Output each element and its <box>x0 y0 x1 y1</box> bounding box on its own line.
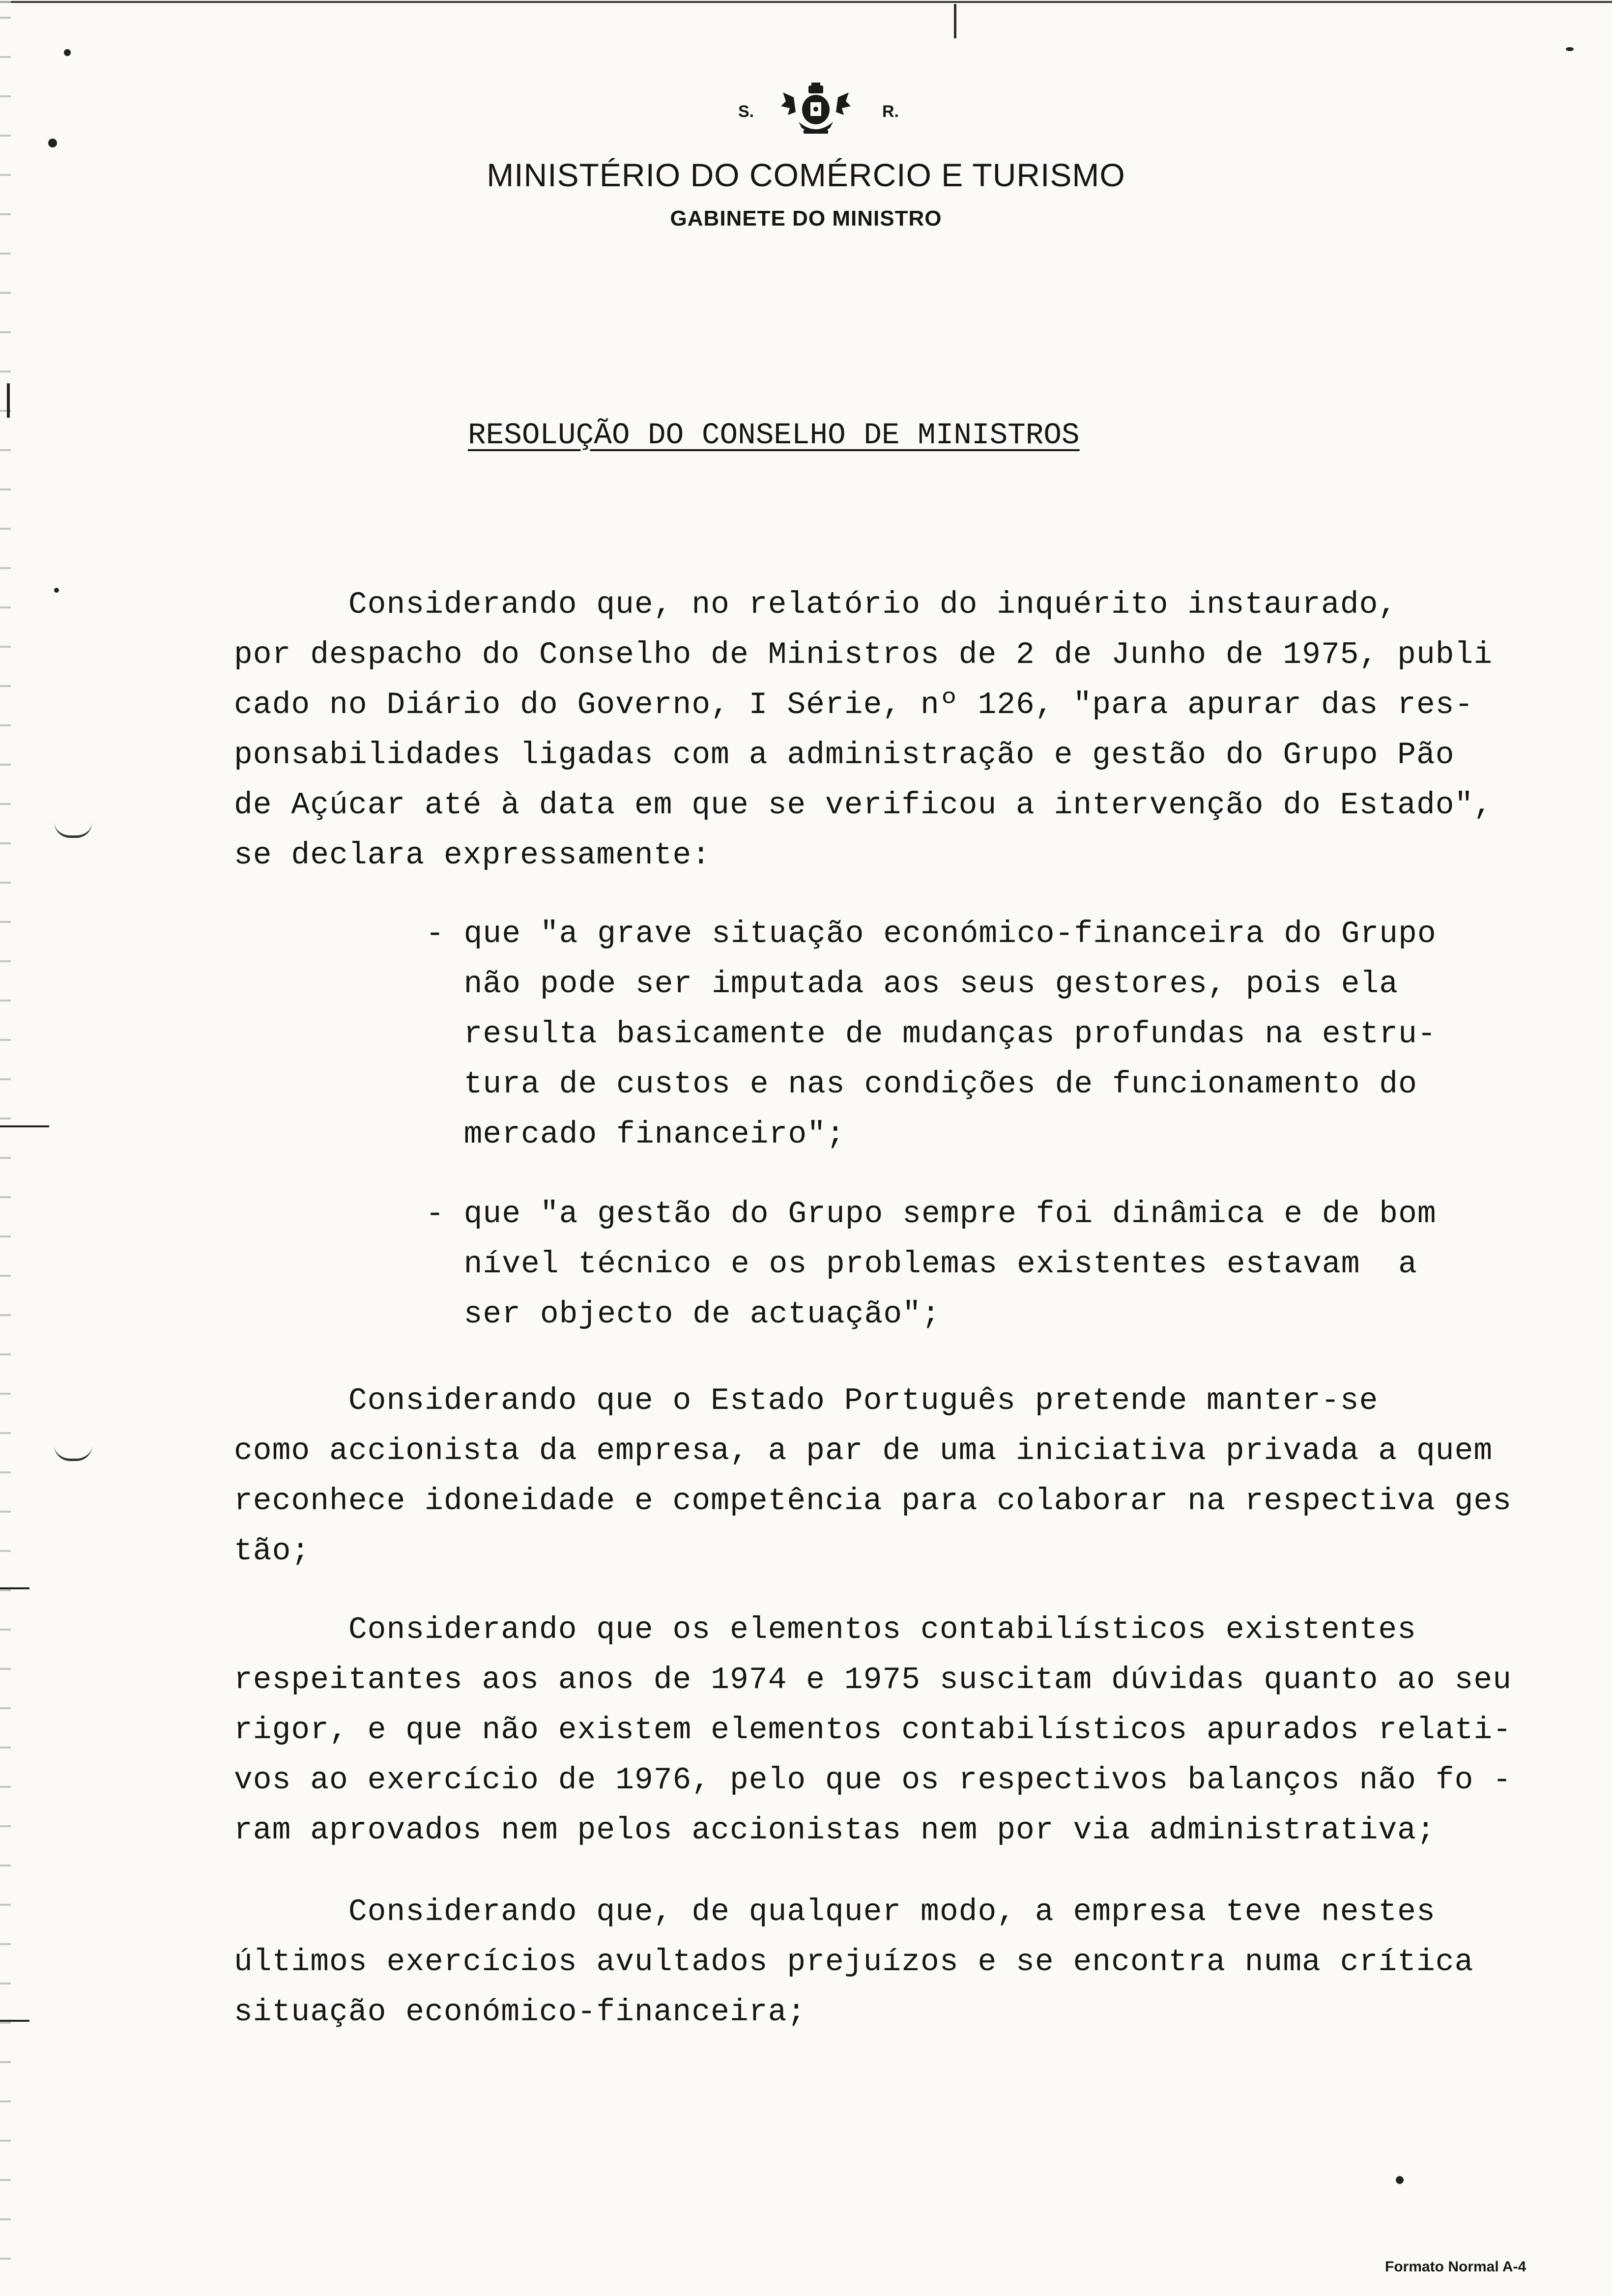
scan-speck <box>48 139 57 147</box>
scan-top-edge <box>0 1 1612 3</box>
text-line: últimos exercícios avultados prejuízos e se encontra numa crítica <box>234 1945 1474 1980</box>
text-line: tão; <box>234 1534 311 1569</box>
emblem-right-initial: R. <box>882 102 899 121</box>
text-line: - que "a grave situação económico-financeira do Grupo <box>426 917 1437 951</box>
margin-mark <box>0 1587 29 1589</box>
punch-hole-mark <box>54 1445 92 1461</box>
punch-hole-mark <box>54 822 92 838</box>
text-line: de Açúcar até à data em que se verificou a intervenção do Estado", <box>234 788 1493 823</box>
text-line: cado no Diário do Governo, I Série, nº 126, "para apurar das res- <box>234 688 1474 722</box>
text-line: - que "a gestão do Grupo sempre foi dinâmica e de bom <box>426 1197 1437 1232</box>
paragraph-considerando-2 <box>234 1376 1512 1577</box>
paragraph-considerando-3 <box>234 1605 1512 1856</box>
scan-left-edge <box>0 0 11 2296</box>
text-line: respeitantes aos anos de 1974 e 1975 suscitam dúvidas quanto ao seu <box>234 1663 1512 1697</box>
page-format-footer: Formato Normal A-4 <box>1385 2259 1526 2275</box>
text-line: tura de custos e nas condições de funcionamento do <box>426 1067 1417 1102</box>
text-line: ser objecto de actuação"; <box>426 1297 941 1332</box>
paragraph-considerando-4 <box>234 1887 1473 2038</box>
text-line: reconhece idoneidade e competência para colaborar na respectiva ges <box>234 1484 1512 1519</box>
text-line: ponsabilidades ligadas com a administração e gestão do Grupo Pão <box>234 738 1455 773</box>
scan-speck <box>1396 2176 1404 2184</box>
document-title: RESOLUÇÃO DO CONSELHO DE MINISTROS <box>468 419 1080 453</box>
scan-speck <box>64 49 71 56</box>
margin-mark <box>7 383 10 418</box>
text-line: situação económico-financeira; <box>234 1995 806 2030</box>
quote-item-1 <box>426 909 1437 1160</box>
scan-speck <box>1566 47 1574 51</box>
text-line: Considerando que os elementos contabilísticos existentes <box>234 1612 1416 1647</box>
letterhead-emblem <box>732 83 919 137</box>
coat-of-arms-icon <box>779 83 853 137</box>
text-line: Considerando que, no relatório do inquérito instaurado, <box>234 587 1398 622</box>
scan-fold-mark <box>954 4 956 38</box>
margin-mark <box>0 1125 49 1127</box>
text-line: Considerando que o Estado Português pretende manter-se <box>234 1383 1379 1418</box>
text-line: se declara expressamente: <box>234 838 711 873</box>
cabinet-name: GABINETE DO MINISTRO <box>670 206 942 230</box>
paragraph-considerando-1 <box>234 580 1493 881</box>
text-line: Considerando que, de qualquer modo, a empresa teve nestes <box>234 1894 1436 1929</box>
text-line: mercado financeiro"; <box>426 1117 845 1152</box>
text-line: por despacho do Conselho de Ministros de 2 de Junho de 1975, publi <box>234 637 1493 672</box>
scan-speck <box>54 588 59 593</box>
text-line: como accionista da empresa, a par de uma iniciativa privada a quem <box>234 1434 1493 1468</box>
text-line: vos ao exercício de 1976, pelo que os respectivos balanços não fo - <box>234 1763 1512 1798</box>
text-line: não pode ser imputada aos seus gestores, pois ela <box>426 967 1399 1002</box>
quote-item-2 <box>426 1189 1437 1340</box>
emblem-left-initial: S. <box>738 102 754 121</box>
text-line: rigor, e que não existem elementos contabilísticos apurados relati- <box>234 1713 1512 1748</box>
text-line: resulta basicamente de mudanças profundas na estru- <box>426 1017 1437 1052</box>
margin-mark <box>0 2020 29 2022</box>
text-line: nível técnico e os problemas existentes estavam a <box>426 1247 1417 1282</box>
text-line: ram aprovados nem pelos accionistas nem por via administrativa; <box>234 1813 1436 1848</box>
ministry-name: MINISTÉRIO DO COMÉRCIO E TURISMO <box>487 157 1125 193</box>
